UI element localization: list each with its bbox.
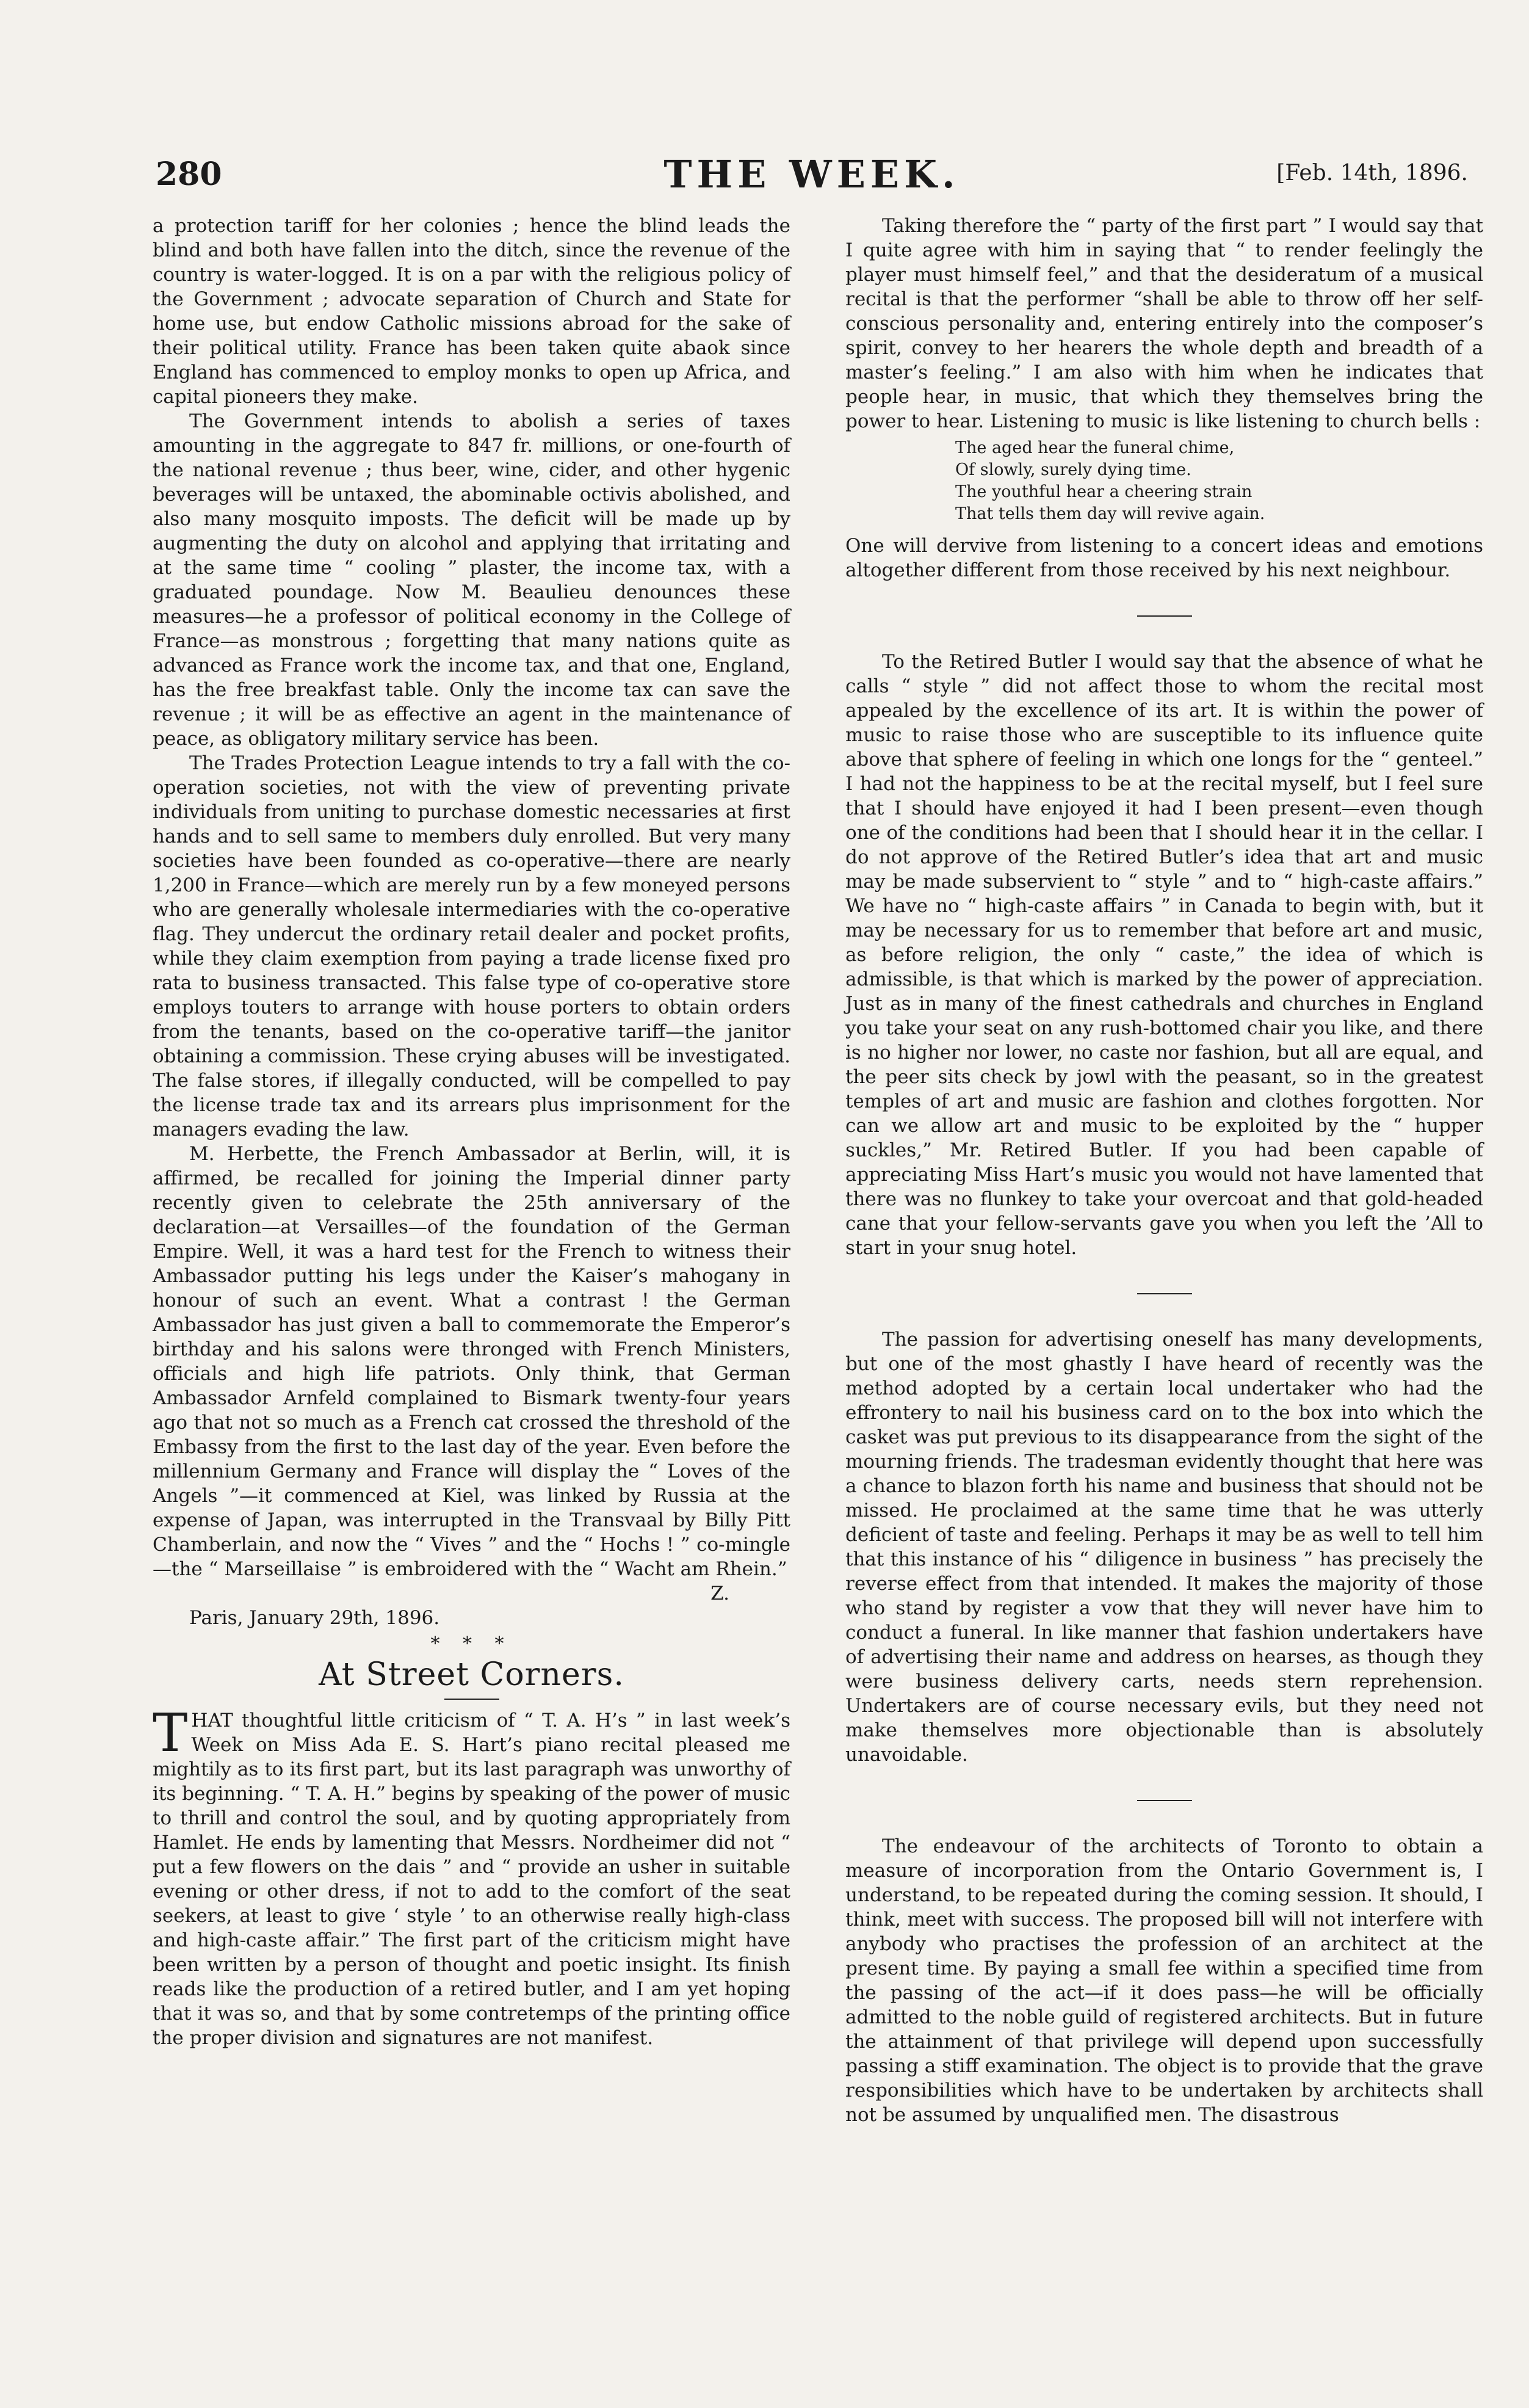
paragraph: Taking therefore the “ party of the first part ” I would say that I quite agree with him in saying that “ to render feelingly the player must himself feel,” and that the desideratum of a musical recital is that the performer “shall be able to throw off her self-conscious personality and, entering entirely into the composer’s spirit, convey to her hearers the whole depth and breadth of a master’s feeling.” I am also with him when he indicates that people hear, in music, that which they themselves bring the power to hear. Listening to music is like listening to church bells : (845, 215, 1483, 432)
paragraph: The Trades Protection League intends to try a fall with the co-operation societies, not with the view of preventing private individuals from uniting to purchase domestic necessaries at first hands and to sell same to members duly enrolled. But very many societies have been founded as co-operative—there are nearly 1,200 in France—which are merely run by a few moneyed persons who are generally wholesale intermediaries with the co-operative flag. They undercut the ordinary retail dealer and pocket profits, while they claim exemption from paying a trade license fixed pro rata to business transacted. This false type of co-operative store employs touters to arrange with house porters to obtain orders from the tenants, based on the co-operative tariff—the janitor obtaining a commission. These crying abuses will be investigated. The false stores, if illegally conducted, will be compelled to pay the license trade tax and its arrears plus imprisonment for the managers evading the law. (153, 752, 790, 1141)
verse-line: The aged hear the funeral chime, (955, 438, 1235, 457)
paragraph: The Government intends to abolish a series of taxes amounting in the aggregate to 847 fr. millions, or one-fourth of the national revenue ; thus beer, wine, cider, and other hygenic beverages will be untaxed, the abominable octivis abolished, and also many mosquito imposts. The deficit will be made up by augmenting the duty on alcohol and applying that irritating and at the same time “ cooling ” plaster, the income tax, with a graduated poundage. Now M. Beaulieu denounces these measures—he a professor of political economy in the College of France—as monstrous ; forgetting that many nations quite as advanced as France work the income tax, and that one, England, has the free breakfast table. Only the income tax can save the revenue ; it will be as effective an agent in the maintenance of peace, as obligatory military service has been. (153, 410, 790, 750)
masthead-title: THE WEEK. (663, 152, 960, 197)
divider (1137, 1800, 1192, 1801)
left-column (153, 214, 790, 2050)
page-header (156, 152, 1468, 205)
section-title: At Street Corners. (319, 1656, 624, 1693)
paragraph: The endeavour of the architects of Toronto to obtain a measure of incorporation from the Ontario Government is, I understand, to be repeated during the coming session. It should, I think, meet with success. The proposed bill will not interfere with anybody who practises the profession of an architect at the present time. By paying a small fee within a specified time from the passing of the act—if it does pass—he will be officially admitted to the noble guild of registered architects. But in future the attainment of that privilege will depend upon successfully passing a stiff examination. The object is to provide that the grave responsibilities which have to be undertaken by architects shall not be assumed by unqualified men. The disastrous (845, 1835, 1483, 2126)
divider (1137, 1293, 1192, 1294)
paragraph: To the Retired Butler I would say that the absence of what he calls “ style ” did not affect those to whom the recital most appealed by the excellence of its art. It is within the power of music to raise those who are susceptible to its influence quite above that sphere of feeling in which one longs for the “ genteel.” I had not the happiness to be at the recital myself, but I feel sure that I should have enjoyed it had I been present—even though one of the conditions had been that I should hear it in the cellar. I do not approve of the Retired Butler’s idea that art and music may be made subservient to “ style ” and to “ high-caste affairs.” We have no “ high-caste affairs ” in Canada to begin with, but it may be necessary for us to remember that before art and music, as before religion, the only “ caste,” the idea of which is admissible, is that which is marked by the power of appreciation. Just as in many of the finest cathedrals and churches in England you take your seat on any rush-bottomed chair you like, and there is no higher nor lower, no caste nor fashion, but all are equal, and the peer sits check by jowl with the peasant, so in the greatest temples of art and music are fashion and clothes forgotten. Nor can we allow art and music to be exploited by the “ hupper suckles,” Mr. Retired Butler. If you had been capable of appreciating Miss Hart’s music you would not have lamented that there was no flunkey to take your overcoat and that gold-headed cane that your fellow-servants gave you when you left the ’All to start in your snug hotel. (845, 651, 1483, 1259)
section-paragraph-text: HAT thoughtful little criticism of “ T. A. H’s ” in last week’s Week on Miss Ada E. S. Hart’s piano recital pleased me mightily as to its first part, but its last paragraph was unworthy of its beginning. “ T. A. H.” begins by speaking of the power of music to thrill and control the soul, and by quoting appropriately from Hamlet. He ends by lamenting that Messrs. Nordheimer did not “ put a few flowers on the dais ” and “ provide an usher in suitable evening or other dress, if not to add to the comfort of the seat seekers, at least to give ‘ style ’ to an otherwise really high-class and high-caste affair.” The first part of the criticism might have been written by a person of thought and poetic insight. Its finish reads like the production of a retired butler, and I am yet hoping that it was so, and that by some contretemps of the printing office the proper division and signatures are not manifest. (153, 1710, 790, 2049)
verse-line: That tells them day will revive again. (955, 504, 1265, 523)
drop-cap: T (153, 1703, 188, 1764)
paragraph: The passion for advertising oneself has many developments, but one of the most ghastly I have heard of recently was the method adopted by a certain local undertaker who had the effrontery to nail his business card on to the box into which the casket was put previous to its disappearance from the sight of the mourning friends. The tradesman evidently thought that here was a chance to blazon forth his name and business that should not be missed. He proclaimed at the same time that he was utterly deficient of taste and feeling. Perhaps it may be as well to tell him that this instance of his “ diligence in business ” has precisely the reverse effect from that intended. It makes the majority of those who stand by register a vow that they will never have him to conduct a funeral. In like manner that fashion undertakers have of advertising their name and address on hearses, as though they were business delivery carts, needs stern reprehension. Undertakers are of course necessary evils, but they need not make themselves more objectionable than is absolutely unavoidable. (845, 1329, 1483, 1766)
paragraph: One will dervive from listening to a concert ideas and emotions altogether different from those received by his next neighbour. (845, 535, 1483, 581)
section-paragraph (153, 1703, 790, 2050)
divider (1137, 615, 1192, 617)
issue-date: [Feb. 14th, 1896. (1276, 161, 1468, 186)
verse-line: The youthful hear a cheering strain (955, 482, 1252, 501)
signature: Z. (710, 1583, 729, 1605)
verse-quote (845, 437, 1483, 525)
paragraph: M. Herbette, the French Ambassador at Berlin, will, it is affirmed, be recalled for joining the Imperial dinner party recently given to celebrate the 25th anniversary of the declaration—at Versailles—of the foundation of the German Empire. Well, it was a hard test for the French to witness their Ambassador putting his legs under the Kaiser’s mahogany in honour of such an event. What a contrast ! the German Ambassador has just given a ball to commemorate the Emperor’s birthday and his salons were thronged with French Ministers, officials and high life patriots. Only think, that German Ambassador Arnfeld complained to Bismark twenty-four years ago that not so much as a French cat crossed the threshold of the Embassy from the first to the last day of the year. Even before the millennium Germany and France will display the “ Loves of the Angels ”—it commenced at Kiel, was linked by Russia at the expense of Japan, was interrupted in the Transvaal by Billy Pitt Chamberlain, and now the “ Vives ” and the “ Hochs ! ” co-mingle—the “ Marseillaise ” is embroidered with the “ Wacht am Rhein.” (153, 1143, 790, 1580)
paragraph: a protection tariff for her colonies ; hence the blind leads the blind and both have fallen into the ditch, since the revenue of the country is water-logged. It is on a par with the religious policy of the Government ; advocate separation of Church and State for home use, but endow Catholic missions abroad for the sake of their political utility. France has been taken quite abaok since England has commenced to employ monks to open up Africa, and capital pioneers they make. (153, 215, 790, 408)
page-number: 280 (156, 156, 222, 193)
dateline: Paris, January 29th, 1896. (189, 1607, 440, 1629)
verse-line: Of slowly, surely dying time. (955, 460, 1191, 479)
asterism: * * * (430, 1633, 513, 1655)
right-column (845, 214, 1483, 2127)
divider (444, 1699, 499, 1700)
